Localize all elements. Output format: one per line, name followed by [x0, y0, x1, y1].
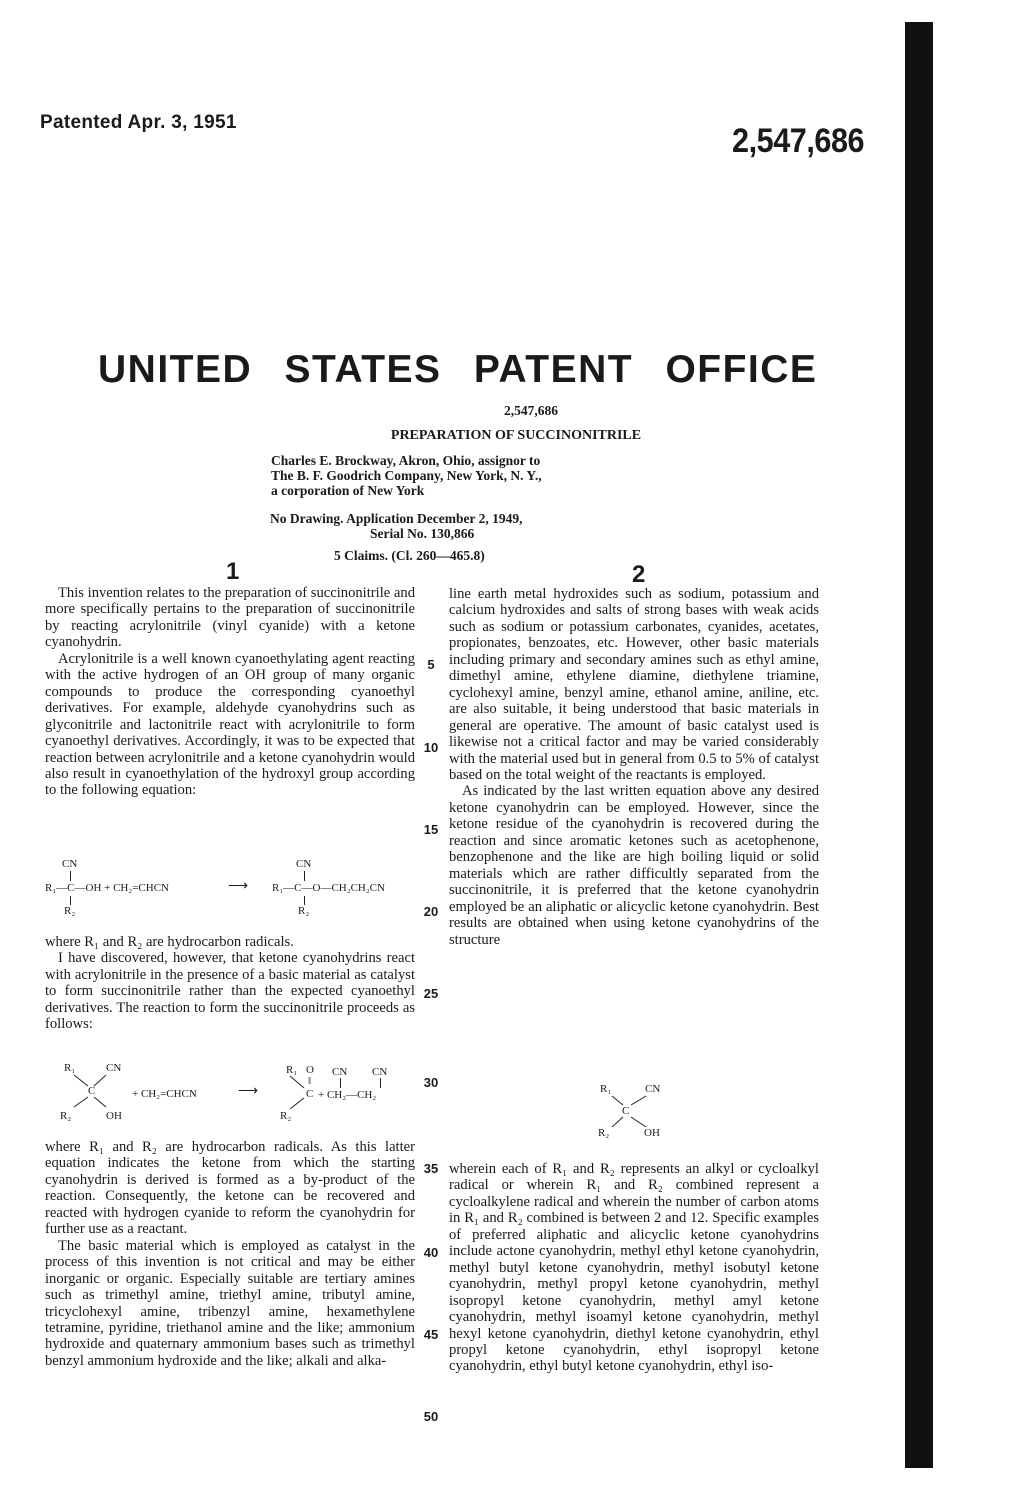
- line-number-45: 45: [423, 1327, 439, 1342]
- patented-date: Patented Apr. 3, 1951: [40, 112, 237, 133]
- inventor-line-2: The B. F. Goodrich Company, New York, N. Y.,: [271, 468, 542, 483]
- application-line-2: Serial No. 130,866: [370, 526, 475, 541]
- inventor-line-1: Charles E. Brockway, Akron, Ohio, assignor to: [271, 453, 541, 468]
- eq2-reactant-bonds: [62, 1071, 132, 1111]
- line-number-5: 5: [427, 657, 435, 672]
- struct-oh: OH: [644, 1127, 660, 1139]
- eq2-product-cn-2: CN: [372, 1066, 388, 1078]
- struct-cn: CN: [645, 1083, 661, 1095]
- struct-r1: R₁: [600, 1083, 612, 1095]
- eq1-left-side: R₁—C—OH + CH₂=CHCN: [45, 882, 169, 894]
- eq2-c: C: [88, 1085, 96, 1097]
- left-paragraph-3: where R₁ and R₂ are hydrocarbon radicals.: [45, 934, 294, 950]
- column-number-right: 2: [632, 561, 646, 588]
- patent-number: 2,547,686: [732, 122, 865, 160]
- eq2-product-bonds: [280, 1072, 310, 1112]
- eq1-right-side: R₁—C—O—CH₂CH₂CN: [272, 882, 385, 894]
- eq1-arrow-icon: ⟶: [228, 879, 249, 894]
- line-number-50: 50: [423, 1409, 439, 1424]
- scan-edge-bar: [905, 22, 933, 1468]
- struct-bonds: [600, 1093, 660, 1131]
- application-line-1: No Drawing. Application December 2, 1949,: [270, 511, 523, 526]
- eq2-arrow-icon: ⟶: [238, 1084, 259, 1099]
- struct-r2: R₂: [598, 1127, 610, 1139]
- left-paragraph-6: The basic material which is employed as catalyst in the process of this invention is not critical and may be either inorganic or organic. Especially suitable are tertiary amines such as trimethyl amine, triethyl amine, tributyl amine, tricyclohexyl amine, tribenzyl amine, hexamethylene tetramine, pyridine, triethanol amine and the like; ammonium hydroxide and quaternary ammonium bases such as trimethyl benzyl ammonium hydroxide and the like; alkali and alka-: [45, 1237, 415, 1369]
- office-title: UNITED STATES PATENT OFFICE: [98, 348, 818, 391]
- eq2-product-double-bond: ‖: [308, 1075, 312, 1087]
- struct-c: C: [622, 1105, 630, 1117]
- eq1-cn-right: CN: [296, 858, 312, 870]
- eq2-cn: CN: [106, 1062, 122, 1074]
- left-paragraph-1: This invention relates to the preparation of succinonitrile and more specifically pertains to the preparation of succinonitrile by reacting acrylonitrile (vinyl cyanide) with a ketone cyanohydrin.: [45, 585, 415, 651]
- claims-line: 5 Claims. (Cl. 260—465.8): [334, 548, 485, 563]
- line-number-30: 30: [423, 1075, 439, 1090]
- eq2-product-chain: + CH₂—CH₂: [318, 1089, 377, 1101]
- eq2-product-c: C: [306, 1088, 314, 1100]
- eq2-product-bond-2: [380, 1078, 381, 1088]
- eq2-product-r2: R₂: [280, 1110, 292, 1122]
- right-column-top: [449, 586, 819, 948]
- line-number-20: 20: [423, 904, 439, 919]
- eq1-r2-left: R₂: [64, 905, 76, 917]
- inventor-line-3: a corporation of New York: [271, 483, 425, 498]
- line-number-35: 35: [423, 1161, 439, 1176]
- left-paragraph-5: where R₁ and R₂ are hydrocarbon radicals. As this latter equation indicates the ketone from which the starting cyanohydrin is derived is formed as a by-product of the reaction. Consequently, the ketone can be recovered and reacted with hydrogen cyanide to reform the cyanohydrin for further use as a reactant.: [45, 1139, 415, 1238]
- eq1-cn-left: CN: [62, 858, 78, 870]
- eq1-bond-left: [70, 871, 71, 881]
- left-paragraph-2: Acrylonitrile is a well known cyanoethylating agent reacting with the active hydrogen of an OH group of many organic compounds to produce the corresponding cyanoethyl derivatives. For example, aldehyde cyanohydrins such as glyconitrile and lactonitrile react with acrylonitrile to form cyanoethyl derivatives. Accordingly, it was to be expected that reaction between acrylonitrile and a ketone cyanohydrin would also result in cyanoethylation of the hydroxyl group according to the following equation:: [45, 650, 415, 799]
- eq1-bond-right: [304, 871, 305, 881]
- left-column-middle: [45, 934, 415, 1033]
- line-number-25: 25: [423, 986, 439, 1001]
- right-paragraph-1: line earth metal hydroxides such as sodium, potassium and calcium hydroxides and salts of strong bases with weak acids such as sodium or potassium carbonates, cyanides, acetates, propionates, benzoates, etc. However, other basic materials including primary and secondary amines such as ethyl amine, dimethyl amine, ethylene diamine, diethylene triamine, cyclohexyl amine, benzyl amine, ethanol amine, aniline, etc. are also suitable, it being understood that basic materials in general are operative. The amount of basic catalyst used is likewise not a critical factor and may be varied considerably with the material used but in general from 0.5 to 5% of catalyst based on the total weight of the reactants is employed.: [449, 586, 819, 783]
- line-number-40: 40: [423, 1245, 439, 1260]
- front-number: 2,547,686: [504, 403, 558, 418]
- left-paragraph-4: I have discovered, however, that ketone cyanohydrins react with acrylonitrile in the presence of a basic material as catalyst to form succinonitrile rather than the expected cyanoethyl derivatives. The reaction to form the succinonitrile proceeds as follows:: [45, 950, 415, 1033]
- line-number-15: 15: [423, 822, 439, 837]
- right-column-bottom: [449, 1161, 819, 1375]
- right-paragraph-3: wherein each of R₁ and R₂ represents an alkyl or cycloalkyl radical or wherein R₁ and R₂ combined represent a cycloalkylene radical and wherein the number of carbon atoms in R₁ and R₂ combined is between 2 and 12. Specific examples of preferred aliphatic and alicyclic ketone cyanohydrins include actone cyanohydrin, methyl ethyl ketone cyanohydrin, methyl butyl ketone cyanohydrin, methyl isobutyl ketone cyanohydrin, methyl propyl ketone cyanohydrin, methyl isopropyl ketone cyanohydrin, methyl amyl ketone cyanohydrin, methyl isoamyl ketone cyanohydrin, methyl hexyl ketone cyanohydrin, diethyl ketone cyanohydrin, ethyl propyl ketone cyanohydrin, ethyl isopropyl ketone cyanohydrin, ethyl butyl ketone cyanohydrin, ethyl iso-: [449, 1161, 819, 1375]
- eq2-product-bond-1: [340, 1078, 341, 1088]
- eq1-bond-right-lower: [304, 896, 305, 905]
- column-number-left: 1: [226, 558, 240, 585]
- eq2-r2: R₂: [60, 1110, 72, 1122]
- eq2-product-r1: R₁: [286, 1064, 298, 1076]
- eq2-product-o: O: [306, 1064, 314, 1076]
- eq1-r2-right: R₂: [298, 905, 310, 917]
- line-number-10: 10: [423, 740, 439, 755]
- eq2-oh: OH: [106, 1110, 122, 1122]
- left-column-top: [45, 585, 415, 799]
- eq2-reagent: + CH₂=CHCN: [132, 1088, 197, 1100]
- invention-title: PREPARATION OF SUCCINONITRILE: [390, 428, 642, 443]
- eq2-product-cn-1: CN: [332, 1066, 348, 1078]
- eq1-bond-left-lower: [70, 896, 71, 905]
- eq2-r1: R₁: [64, 1062, 76, 1074]
- left-column-bottom: [45, 1139, 415, 1369]
- right-paragraph-2: As indicated by the last written equation above any desired ketone cyanohydrin can be employed. However, since the ketone residue of the cyanohydrin is recovered during the reaction and since aromatic ketones such as acetophenone, benzophenone and the like are high boiling liquid or solid materials which are rather difficultly separated from the succinonitrile, it is preferred that the ketone cyanohydrin employed be an aliphatic or alicyclic ketone cyanohydrin. Best results are obtained when using ketone cyanohydrins of the structure: [449, 783, 819, 948]
